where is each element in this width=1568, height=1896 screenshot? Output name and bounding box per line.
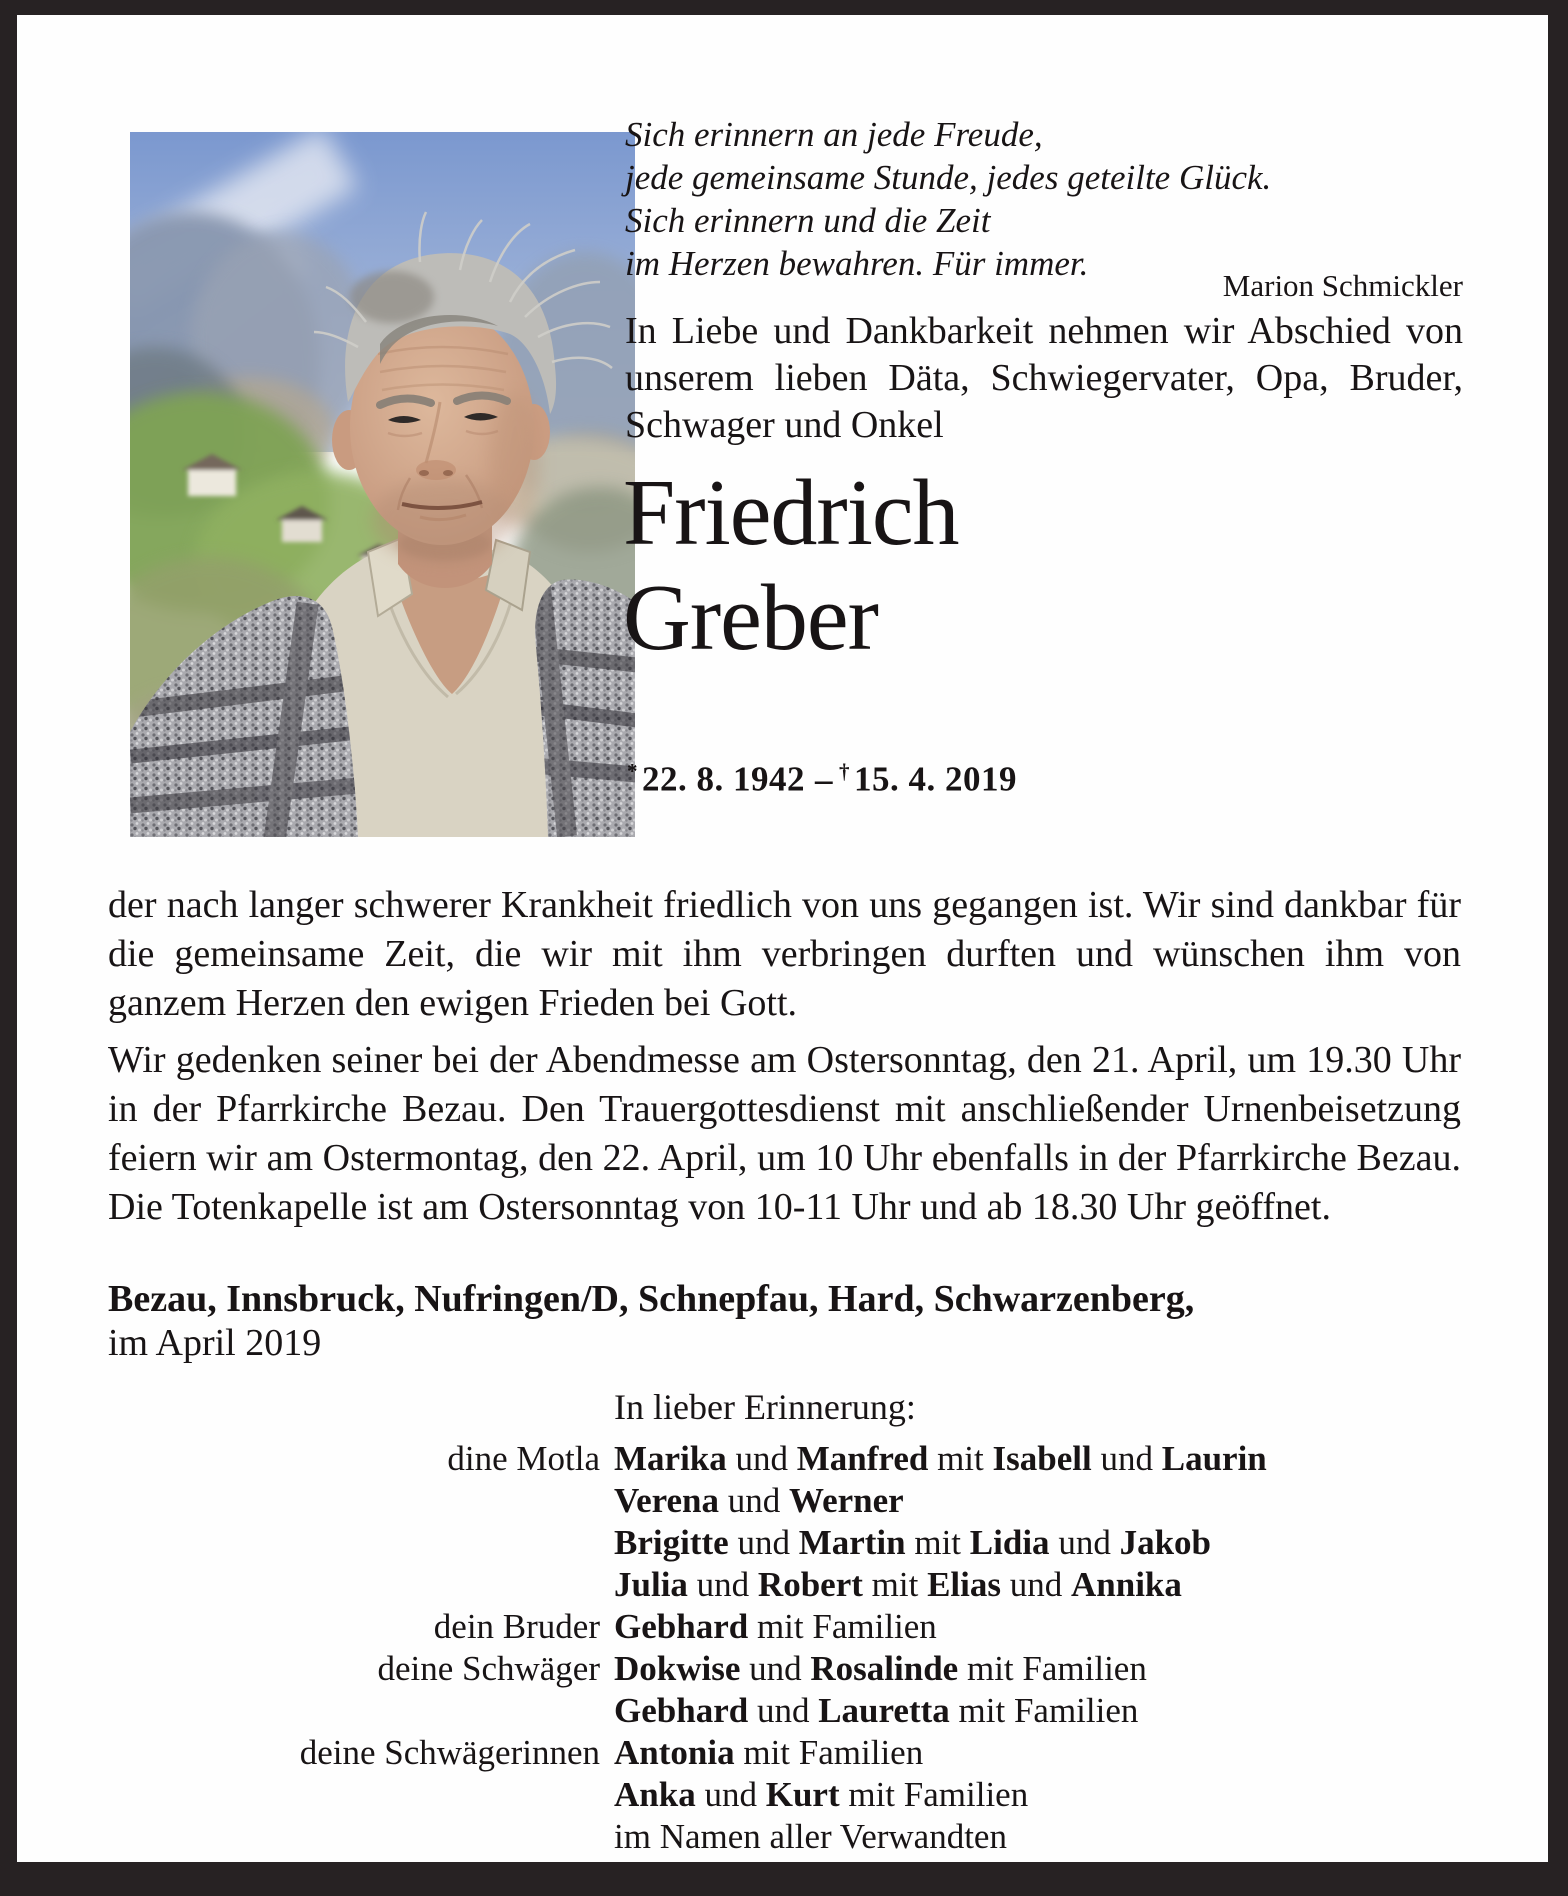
memorial-row bbox=[17, 1522, 1538, 1564]
memorial-row bbox=[17, 1732, 1538, 1774]
memorial-row bbox=[17, 1690, 1538, 1732]
memorial-relation-label bbox=[17, 1522, 600, 1564]
quote-line: im Herzen bewahren. Für immer. bbox=[625, 244, 1089, 283]
memorial-row bbox=[17, 1438, 1538, 1480]
memorial-names: Marika und Manfred mit Isabell und Laurin bbox=[614, 1439, 1267, 1478]
memorial-names: Julia und Robert mit Elias und Annika bbox=[614, 1565, 1182, 1604]
death-date: 15. 4. 2019 bbox=[854, 759, 1017, 799]
portrait-illustration bbox=[130, 132, 635, 837]
birth-death-dates bbox=[627, 759, 1017, 800]
death-cross-symbol: † bbox=[839, 759, 850, 783]
intro-paragraph: In Liebe und Dankbarkeit nehmen wir Abschied von unserem lieben Däta, Schwiegervater, Opa, Bruder, Schwager und Onkel bbox=[625, 310, 1463, 446]
memorial-names: Dokwise und Rosalinde mit Familien bbox=[614, 1649, 1147, 1688]
deceased-last-name: Greber bbox=[623, 566, 878, 670]
memorial-rows bbox=[17, 1438, 1538, 1858]
memorial-heading: In lieber Erinnerung: bbox=[614, 1387, 916, 1427]
memorial-relation-label: dein Bruder bbox=[433, 1607, 600, 1646]
memorial-names: Verena und Werner bbox=[614, 1481, 904, 1520]
month-year-line: im April 2019 bbox=[108, 1322, 322, 1364]
memorial-row bbox=[17, 1816, 1538, 1858]
birth-star-symbol: * bbox=[627, 759, 638, 783]
memorial-relation-label: dine Motla bbox=[447, 1439, 600, 1478]
memorial-relation-label: deine Schwäger bbox=[377, 1649, 600, 1688]
memorial-row bbox=[17, 1648, 1538, 1690]
quote-line: Sich erinnern und die Zeit bbox=[625, 201, 991, 240]
memorial-names: Anka und Kurt mit Familien bbox=[614, 1775, 1029, 1814]
deceased-name bbox=[623, 461, 1483, 671]
memorial-relation-label bbox=[17, 1690, 600, 1732]
memorial-names: Antonia mit Familien bbox=[614, 1733, 924, 1772]
quote-attribution: Marion Schmickler bbox=[1222, 268, 1463, 303]
body-paragraph-2: Wir gedenken seiner bei der Abendmesse am Ostersonntag, den 21. April, um 19.30 Uhr in der Pfarrkirche Bezau. Den Trauergottesdienst mit anschließender Urnenbeisetzung feiern wir am Ostermontag, den 22. April, um 10 Uhr ebenfalls in der Pfarrkirche Bezau. Die Totenkapelle ist am Ostersonntag von 10-11 Uhr und ab 18.30 Uhr geöffnet. bbox=[108, 1039, 1461, 1228]
memorial-relation-label bbox=[17, 1564, 600, 1606]
cities-block bbox=[108, 1277, 1508, 1365]
birth-date: 22. 8. 1942 bbox=[642, 759, 805, 799]
memorial-relation-label bbox=[17, 1816, 600, 1858]
memorial-row bbox=[17, 1774, 1538, 1816]
deceased-portrait-photo bbox=[130, 132, 635, 837]
memorial-quote bbox=[625, 113, 1465, 285]
quote-line: Sich erinnern an jede Freude, bbox=[625, 115, 1043, 154]
memorial-relation-label bbox=[17, 1480, 600, 1522]
memorial-row bbox=[17, 1564, 1538, 1606]
quote-line: jede gemeinsame Stunde, jedes geteilte Glück. bbox=[625, 158, 1272, 197]
obituary-paper bbox=[17, 15, 1548, 1862]
deceased-first-name: Friedrich bbox=[623, 461, 959, 565]
memorial-names: Gebhard und Lauretta mit Familien bbox=[614, 1691, 1139, 1730]
memorial-names: Brigitte und Martin mit Lidia und Jakob bbox=[614, 1523, 1211, 1562]
memorial-relation-label: deine Schwägerinnen bbox=[299, 1733, 600, 1772]
memorial-names: Gebhard mit Familien bbox=[614, 1607, 937, 1646]
body-paragraph-1: der nach langer schwerer Krankheit friedlich von uns gegangen ist. Wir sind dankbar für die gemeinsame Zeit, die wir mit ihm verbringen durften und wünschen ihm von ganzem Herzen den ewigen Frieden bei Gott. bbox=[108, 884, 1461, 1024]
memorial-relation-label bbox=[17, 1774, 600, 1816]
date-separator: – bbox=[815, 759, 833, 799]
memorial-names: im Namen aller Verwandten bbox=[614, 1817, 1007, 1856]
cities-line: Bezau, Innsbruck, Nufringen/D, Schnepfau, Hard, Schwarzenberg, bbox=[108, 1278, 1195, 1320]
memorial-row bbox=[17, 1480, 1538, 1522]
memorial-row bbox=[17, 1606, 1538, 1648]
